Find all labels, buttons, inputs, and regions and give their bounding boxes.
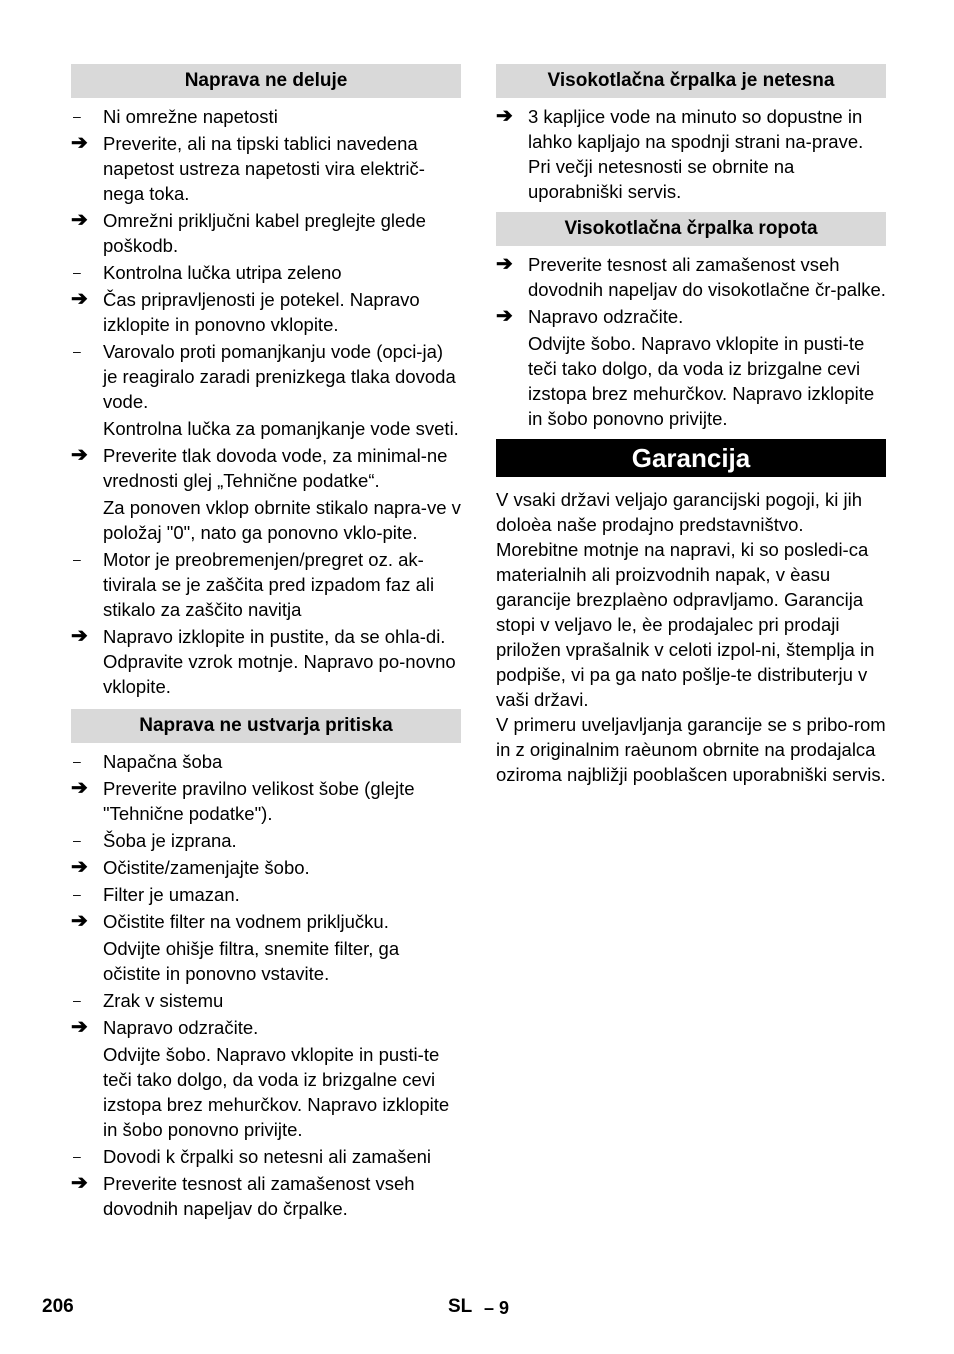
list-item-text: Napravo odzračite. — [528, 306, 684, 327]
section-heading: Naprava ne ustvarja pritiska — [71, 709, 461, 743]
dash-marker: – — [73, 886, 81, 902]
arrow-right-icon: ➔ — [71, 132, 88, 154]
list-item-text: Napačna šoba — [103, 751, 223, 772]
list-item-text: Kontrolna lučka za pomanjkanje vode sveti. — [103, 418, 459, 439]
list-item-text: Zrak v sistemu — [103, 990, 224, 1011]
arrow-right-icon: ➔ — [71, 1172, 88, 1194]
section-heading: Naprava ne deluje — [71, 64, 461, 98]
list-item — [71, 749, 461, 774]
list-item-text: Motor je preobremenjen/pregret oz. ak-tivirala se je zaščita pred izpadom faz ali stikalo za zaščito navitja — [103, 549, 435, 620]
item-list — [71, 104, 461, 699]
list-item-text: Preverite tlak dovoda vode, za minimal-ne vrednosti glej „Tehnične podatke“. — [103, 445, 448, 491]
arrow-right-icon: ➔ — [71, 288, 88, 310]
list-item — [71, 104, 461, 129]
list-item-text: 3 kapljice vode na minuto so dopustne in lahko kapljajo na spodnji strani na-prave. Pri večji netesnosti se obrnite na uporabniški servis. — [528, 106, 864, 202]
list-item-text: Čas pripravljenosti je potekel. Napravo izklopite in ponovno vklopite. — [103, 289, 420, 335]
list-item — [71, 339, 461, 414]
list-item — [71, 1171, 461, 1221]
item-list — [71, 749, 461, 1221]
list-item — [496, 252, 886, 302]
warranty-heading: Garancija — [496, 439, 886, 477]
list-item — [71, 1042, 461, 1142]
arrow-right-icon: ➔ — [496, 305, 513, 327]
list-item — [71, 828, 461, 853]
list-item-text: Preverite tesnost ali zamašenost vseh dovodnih napeljav do črpalke. — [103, 1173, 415, 1219]
list-item — [71, 909, 461, 934]
list-item — [71, 547, 461, 622]
list-item-text: Dovodi k črpalki so netesni ali zamašeni — [103, 1146, 432, 1167]
dash-marker: – — [73, 753, 81, 769]
list-item-text: Filter je umazan. — [103, 884, 240, 905]
list-item — [71, 287, 461, 337]
list-item-text: Odvijte šobo. Napravo vklopite in pusti-te teči tako dolgo, da voda iz brizgalne cevi izstopa brez mehurčkov. Napravo izklopite in šobo ponovno privijte. — [528, 333, 875, 429]
dash-marker: – — [73, 108, 81, 124]
item-list — [496, 252, 886, 431]
list-item — [496, 331, 886, 431]
arrow-right-icon: ➔ — [71, 444, 88, 466]
dash-marker: – — [73, 551, 81, 567]
list-item — [71, 776, 461, 826]
list-item-text: Omrežni priključni kabel preglejte glede poškodb. — [103, 210, 426, 256]
arrow-right-icon: ➔ — [71, 1016, 88, 1038]
dash-marker: – — [73, 992, 81, 1008]
left-column — [71, 64, 461, 1223]
list-item-text: Očistite/zamenjajte šobo. — [103, 857, 310, 878]
list-item-text: Napravo odzračite. — [103, 1017, 259, 1038]
warranty-paragraph: V vsaki državi veljajo garancijski pogoji, ki jih doloèa naše prodajno predstavništvo. Morebitne motnje na napravi, ki so posledi-ca materialnih ali proizvodnih napak, v èasu garancije brezplaèno odpravljamo. Garancija stopi v veljavo le, èe prodajalec pri prodaji priložen vprašalnik v celoti izpol-ni, štemplja in podpiše, vi pa ga nato pošlje-te distributerju v vaši državi. — [496, 489, 875, 710]
list-item-text: Varovalo proti pomanjkanju vode (opci-ja) je reagiralo zaradi prenizkega tlaka dovoda vode. — [103, 341, 456, 412]
list-item — [71, 131, 461, 206]
page-number: 206 — [42, 1296, 74, 1317]
list-item — [71, 443, 461, 493]
warranty-paragraph: V primeru uveljavljanja garancije se s pribo-rom in z originalnim raèunom obrnite na prodajalca oziroma najbližji pooblašcen uporabniški servis. — [496, 714, 886, 785]
list-item-text: Preverite tesnost ali zamašenost vseh dovodnih napeljav do visokotlačne čr-palke. — [528, 254, 886, 300]
item-list — [496, 104, 886, 204]
list-item-text: Odvijte ohišje filtra, snemite filter, ga očistite in ponovno vstavite. — [103, 938, 400, 984]
list-item — [71, 936, 461, 986]
right-column — [496, 64, 886, 787]
list-item — [71, 1015, 461, 1040]
section-page-number: – 9 — [484, 1298, 510, 1318]
list-item — [71, 208, 461, 258]
arrow-right-icon: ➔ — [496, 105, 513, 127]
list-item — [71, 495, 461, 545]
list-item — [71, 416, 461, 441]
list-item-text: Ni omrežne napetosti — [103, 106, 278, 127]
arrow-right-icon: ➔ — [71, 910, 88, 932]
dash-marker: – — [73, 832, 81, 848]
list-item — [71, 855, 461, 880]
section-heading: Visokotlačna črpalka je netesna — [496, 64, 886, 98]
list-item-text: Za ponoven vklop obrnite stikalo napra-ve v položaj "0", nato ga ponovno vklo-pite. — [103, 497, 461, 543]
arrow-right-icon: ➔ — [496, 253, 513, 275]
list-item — [71, 624, 461, 699]
list-item — [496, 304, 886, 329]
section-heading: Visokotlačna črpalka ropota — [496, 212, 886, 246]
list-item — [71, 1144, 461, 1169]
language-code: SL — [448, 1296, 473, 1317]
list-item-text: Kontrolna lučka utripa zeleno — [103, 262, 342, 283]
list-item-text: Preverite pravilno velikost šobe (glejte "Tehnične podatke"). — [103, 778, 415, 824]
arrow-right-icon: ➔ — [71, 209, 88, 231]
arrow-right-icon: ➔ — [71, 625, 88, 647]
arrow-right-icon: ➔ — [71, 777, 88, 799]
list-item — [496, 104, 886, 204]
dash-marker: – — [73, 343, 81, 359]
list-item-text: Očistite filter na vodnem priključku. — [103, 911, 389, 932]
dash-marker: – — [73, 264, 81, 280]
list-item — [71, 260, 461, 285]
list-item-text: Odvijte šobo. Napravo vklopite in pusti-te teči tako dolgo, da voda iz brizgalne cevi izstopa brez mehurčkov. Napravo izklopite in šobo ponovno privijte. — [103, 1044, 450, 1140]
list-item-text: Preverite, ali na tipski tablici navedena napetost ustreza napetosti vira električ-nega toka. — [103, 133, 425, 204]
list-item-text: Napravo izklopite in pustite, da se ohla-di. Odpravite vzrok motnje. Napravo po-novno vklopite. — [103, 626, 456, 697]
list-item — [71, 882, 461, 907]
list-item — [71, 988, 461, 1013]
arrow-right-icon: ➔ — [71, 856, 88, 878]
dash-marker: – — [73, 1148, 81, 1164]
list-item-text: Šoba je izprana. — [103, 830, 237, 851]
